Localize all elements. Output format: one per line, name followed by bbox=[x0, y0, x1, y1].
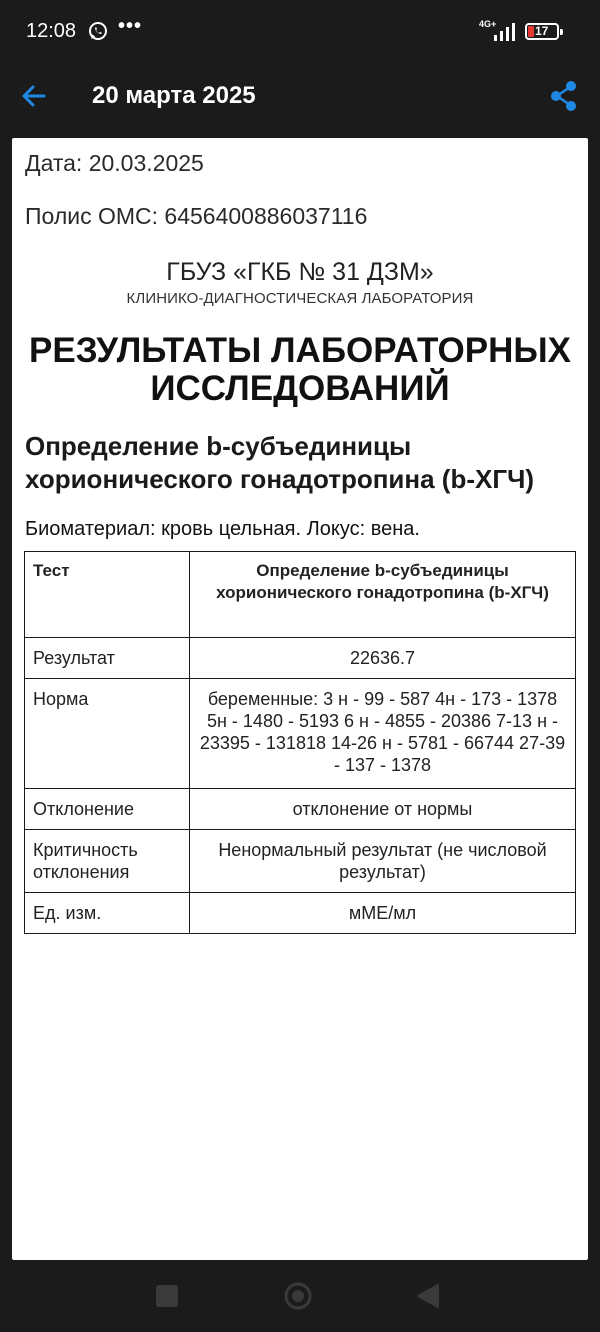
table-row bbox=[25, 830, 576, 893]
row-label-deviation: Отклонение bbox=[25, 789, 190, 830]
row-value-criticality: Ненормальный результат (не числовой результат) bbox=[190, 830, 576, 893]
system-back-button[interactable] bbox=[416, 1283, 440, 1309]
row-label-unit: Ед. изм. bbox=[25, 893, 190, 934]
biomaterial-info: Биоматериал: кровь цельная. Локус: вена. bbox=[25, 518, 420, 540]
organization-name: ГБУЗ «ГКБ № 31 ДЗМ» bbox=[166, 258, 434, 286]
share-icon[interactable] bbox=[544, 76, 584, 116]
report-date: Дата: 20.03.2025 bbox=[25, 150, 204, 176]
row-label-result: Результат bbox=[25, 638, 190, 679]
table-header-row bbox=[25, 552, 576, 638]
network-type-icon: 4G+ bbox=[479, 19, 497, 29]
table-header-value: Определение b-субъединицы хорионического гонадотропина (b-ХГЧ) bbox=[190, 552, 576, 638]
row-value-norm: беременные: 3 н - 99 - 587 4н - 173 - 1378 5н - 1480 - 5193 6 н - 4855 - 20386 7-13 н - 23395 - 131818 14-26 н - 5781 - 66744 27-39 - 137 - 1378 bbox=[190, 679, 576, 789]
back-arrow-icon[interactable] bbox=[14, 76, 54, 116]
table-header-label: Тест bbox=[25, 552, 190, 638]
laboratory-name: КЛИНИКО-ДИАГНОСТИЧЕСКАЯ ЛАБОРАТОРИЯ bbox=[126, 290, 474, 307]
row-label-criticality: Критичность отклонения bbox=[25, 830, 190, 893]
test-title: Определение b-субъединицы хорионического гонадотропина (b-ХГЧ) bbox=[25, 431, 534, 494]
status-bar bbox=[0, 0, 600, 62]
home-button[interactable] bbox=[283, 1281, 313, 1311]
more-notifications-icon: ••• bbox=[118, 15, 143, 37]
oms-policy: Полис ОМС: 6456400886037116 bbox=[25, 203, 368, 229]
row-value-deviation: отклонение от нормы bbox=[190, 789, 576, 830]
system-navigation-bar bbox=[0, 1262, 600, 1332]
table-row bbox=[25, 679, 576, 789]
row-label-norm: Норма bbox=[25, 679, 190, 789]
row-value-result: 22636.7 bbox=[190, 638, 576, 679]
battery-level bbox=[528, 26, 534, 37]
table-row bbox=[25, 789, 576, 830]
page-title: 20 марта 2025 bbox=[92, 82, 256, 109]
status-time: 12:08 bbox=[26, 20, 77, 42]
app-bar bbox=[0, 62, 600, 132]
row-value-unit: мМЕ/мл bbox=[190, 893, 576, 934]
recent-apps-button[interactable] bbox=[156, 1285, 178, 1307]
table-row bbox=[25, 893, 576, 934]
whatsapp-icon bbox=[88, 21, 108, 41]
signal-icon bbox=[492, 22, 518, 41]
battery-percent: 17 bbox=[535, 24, 549, 38]
report-heading: РЕЗУЛЬТАТЫ ЛАБОРАТОРНЫХ ИССЛЕДОВАНИЙ bbox=[29, 331, 571, 408]
results-table bbox=[24, 551, 576, 934]
lab-report-document[interactable] bbox=[12, 138, 588, 1260]
battery-icon bbox=[525, 23, 559, 40]
table-row bbox=[25, 638, 576, 679]
